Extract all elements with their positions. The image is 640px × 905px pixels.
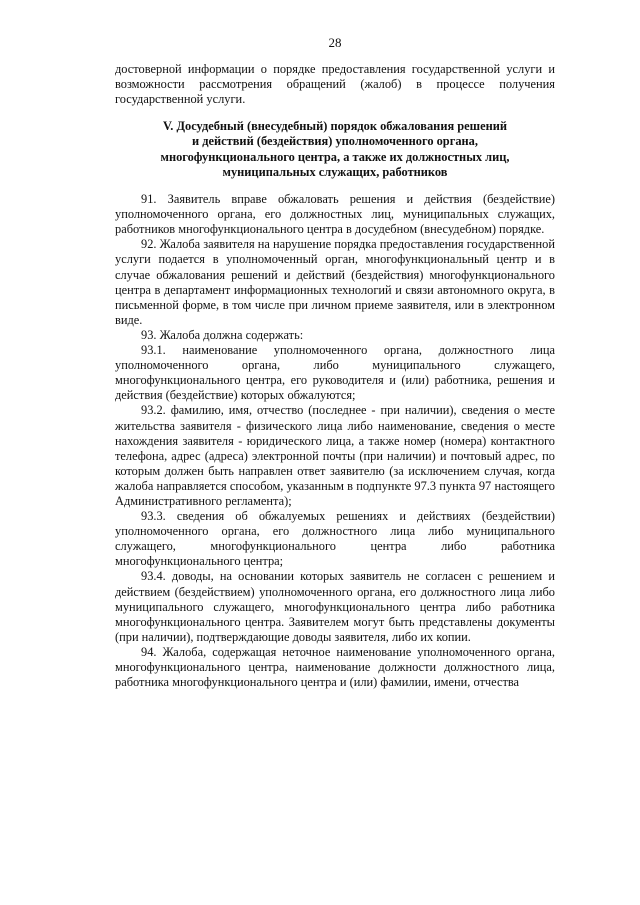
paragraph-93-4: 93.4. доводы, на основании которых заявитель не согласен с решением и действием (бездействием) уполномоченного органа, его должностного лица либо муниципального служащего, многофункционального центра либо работника многофункционального центра. Заявителем могут быть представлены документы (при наличии), подтверждающие доводы заявителя, либо их копии. xyxy=(115,569,555,644)
section-heading-line-4: муниципальных служащих, работников xyxy=(222,164,448,179)
paragraph-93-1: 93.1. наименование уполномоченного органа, должностного лица уполномоченного органа, либо муниципального служащего, многофункционального центра, его руководителя и (или) работника, решения и действия (бездействие) которых обжалуются; xyxy=(115,343,555,403)
section-heading-line-3: многофункционального центра, а также их должностных лиц, xyxy=(160,149,510,164)
intro-paragraph: достоверной информации о порядке предоставления государственной услуги и возможности рассмотрения обращений (жалоб) в процессе получения государственной услуги. xyxy=(115,62,555,107)
section-heading-line-2: и действий (бездействия) уполномоченного органа, xyxy=(192,134,478,149)
document-page xyxy=(115,36,555,690)
paragraph-93-3: 93.3. сведения об обжалуемых решениях и действиях (бездействии) уполномоченного органа, его должностного лица либо муниципального служащего, многофункционального центра либо работника многофункционального центра; xyxy=(115,509,555,569)
page-number: 28 xyxy=(328,35,342,50)
paragraph-93-2: 93.2. фамилию, имя, отчество (последнее - при наличии), сведения о месте жительства заявителя - физического лица либо наименование, сведения о месте нахождения заявителя - юридического лица, а также номер (номера) контактного телефона, адрес (адреса) электронной почты (при наличии) и почтовый адрес, по которым должен быть направлен ответ заявителю (за исключением случая, когда жалоба направляется способом, указанным в подпункте 97.3 пункта 97 настоящего Административного регламента); xyxy=(115,403,555,508)
section-heading xyxy=(115,119,555,180)
paragraph-93: 93. Жалоба должна содержать: xyxy=(141,327,304,342)
paragraph-94: 94. Жалоба, содержащая неточное наименование уполномоченного органа, многофункционального центра, наименование должности должностного лица, работника многофункционального центра и (или) фамилии, имени, отчества xyxy=(115,644,555,690)
paragraph-92: 92. Жалоба заявителя на нарушение порядка предоставления государственной услуги подается в уполномоченный орган, многофункциональный центр и в случае обжалования решений и действий (бездействия) многофункционального центра в департамент информационных технологий и связи автономного округа, в письменной форме, в том числе при личном приеме заявителя, или в электронном виде. xyxy=(115,237,555,327)
paragraph-91: 91. Заявитель вправе обжаловать решения и действия (бездействие) уполномоченного органа, его должностных лиц, муниципальных служащих, работников многофункционального центра в досудебном (внесудебном) порядке. xyxy=(115,192,555,237)
section-heading-line-1: V. Досудебный (внесудебный) порядок обжалования решений xyxy=(162,119,508,134)
